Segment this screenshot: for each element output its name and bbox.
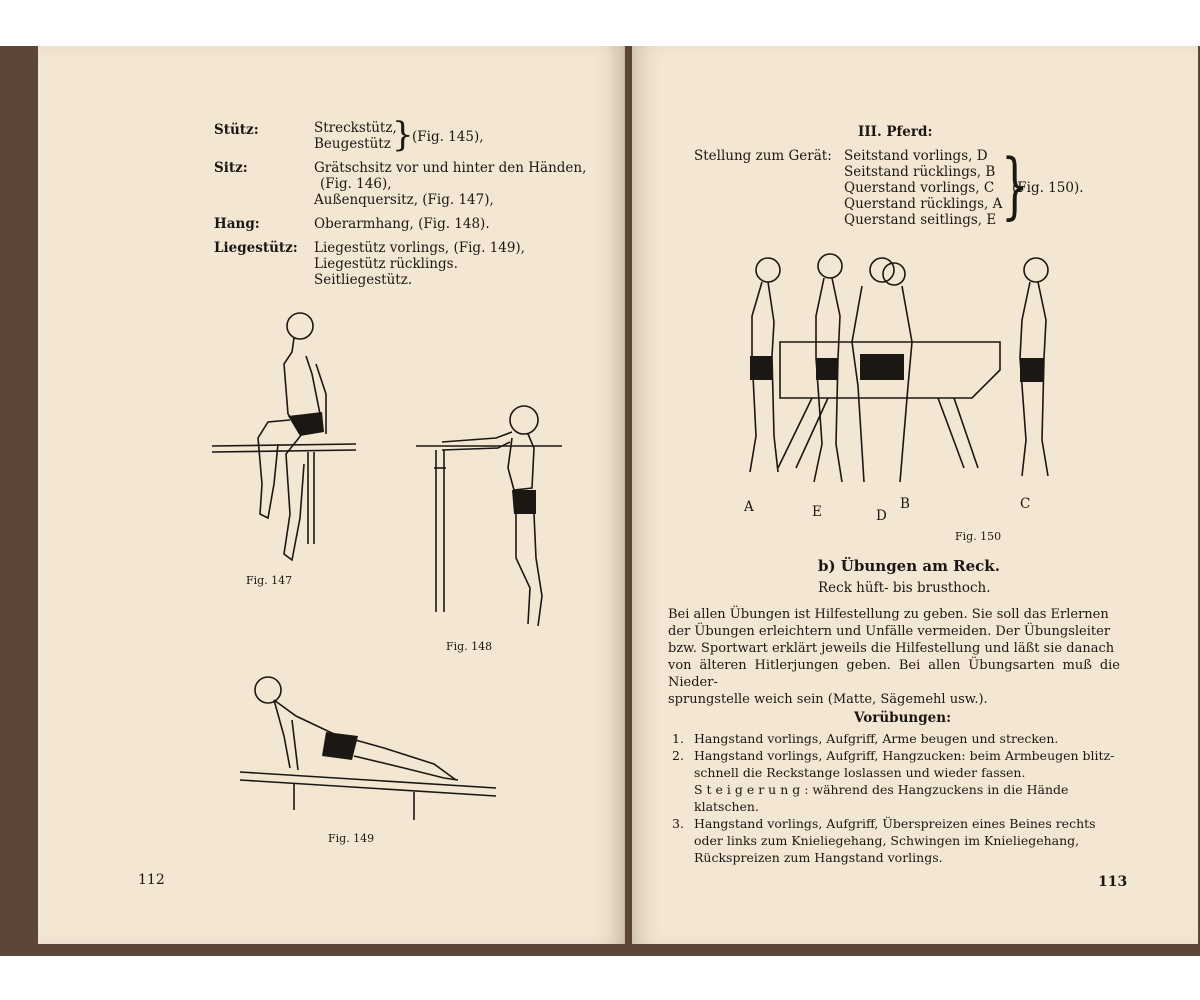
- term-stuetz: Stütz:: [214, 122, 259, 138]
- figure-148-illustration: [412, 398, 572, 638]
- def-line: Liegestütz rücklings.: [314, 256, 458, 272]
- figure-label-d: D: [876, 508, 887, 524]
- def-line: (Fig. 146),: [320, 176, 392, 192]
- exercise-item: [672, 730, 1122, 747]
- exercise-item: [672, 747, 1122, 815]
- exercise-number: 3.: [672, 816, 684, 831]
- paragraph-line: bzw. Sportwart erklärt jeweils die Hilfestellung und läßt sie danach: [668, 641, 1115, 656]
- def-line: Außenquersitz, (Fig. 147),: [314, 192, 494, 208]
- def-line: Liegestütz vorlings, (Fig. 149),: [314, 240, 525, 256]
- stellung-label: Stellung zum Gerät:: [694, 148, 832, 164]
- figure-label-e: E: [812, 504, 822, 520]
- exercise-number: 2.: [672, 748, 684, 763]
- figure-147-illustration: [208, 304, 358, 574]
- term-sitz: Sitz:: [214, 160, 248, 176]
- intro-paragraph: [668, 606, 1120, 708]
- figure-150-illustration: [732, 246, 1072, 526]
- figure-147-caption: Fig. 147: [246, 574, 293, 587]
- exercise-line: klatschen.: [694, 799, 759, 814]
- exercise-line: Rückspreizen zum Hangstand vorlings.: [694, 850, 943, 865]
- def-line: Streckstütz,: [314, 120, 397, 136]
- stellung-line: Querstand rücklings, A: [844, 196, 1003, 212]
- fig-ref: (Fig. 150).: [1012, 180, 1084, 196]
- def-line: Beugestütz: [314, 136, 391, 152]
- figure-148-caption: Fig. 148: [446, 640, 493, 653]
- page-number-left: 112: [138, 872, 165, 888]
- left-page: [38, 46, 625, 944]
- open-book: [0, 46, 1200, 956]
- figure-149-caption: Fig. 149: [328, 832, 375, 845]
- paragraph-line: sprungstelle weich sein (Matte, Sägemehl usw.).: [668, 692, 988, 707]
- brace: }: [1001, 143, 1029, 227]
- stellung-line: Seitstand vorlings, D: [844, 148, 988, 164]
- brace: }: [392, 115, 414, 155]
- exercise-number: 1.: [672, 731, 684, 746]
- paragraph-line: Bei allen Übungen ist Hilfestellung zu geben. Sie soll das Erlernen: [668, 607, 1109, 622]
- exercise-list: [672, 730, 1122, 866]
- paragraph-line: von älteren Hitlerjungen geben. Bei allen Übungsarten muß die Nieder-: [668, 658, 1120, 690]
- def-line: Seitliegestütz.: [314, 272, 413, 288]
- paragraph-line: der Übungen erleichtern und Unfälle vermeiden. Der Übungsleiter: [668, 624, 1111, 639]
- exercise-line: Hangstand vorlings, Aufgriff, Überspreizen eines Beines rechts: [694, 816, 1096, 831]
- term-hang: Hang:: [214, 216, 260, 232]
- exercise-line: oder links zum Knieliegehang, Schwingen im Knieliegehang,: [694, 833, 1080, 848]
- stellung-line: Seitstand rücklings, B: [844, 164, 996, 180]
- section-heading-pferd: III. Pferd:: [858, 124, 933, 140]
- term-liegestuetz: Liegestütz:: [214, 240, 298, 256]
- stellung-line: Querstand seitlings, E: [844, 212, 997, 228]
- figure-label-c: C: [1020, 496, 1031, 512]
- exercise-line: schnell die Reckstange loslassen und wieder fassen.: [694, 765, 1026, 780]
- stellung-line: Querstand vorlings, C: [844, 180, 995, 196]
- figure-label-b: B: [900, 496, 910, 512]
- fig-ref: (Fig. 145),: [412, 129, 484, 145]
- def-line: Oberarmhang, (Fig. 148).: [314, 216, 490, 232]
- figure-149-illustration: [234, 660, 504, 820]
- exercise-line: Hangstand vorlings, Aufgriff, Hangzucken: beim Armbeugen blitz-: [694, 748, 1115, 763]
- section-title: b) Übungen am Reck.: [818, 557, 1000, 575]
- section-subtitle: Reck hüft- bis brusthoch.: [818, 580, 991, 596]
- vorubungen-title: Vorübungen:: [854, 710, 952, 726]
- right-page: [632, 46, 1198, 944]
- exercise-line: Hangstand vorlings, Aufgriff, Arme beugen und strecken.: [694, 731, 1059, 746]
- def-line: Grätschsitz vor und hinter den Händen,: [314, 160, 587, 176]
- exercise-line: S t e i g e r u n g : während des Hangzuckens in die Hände: [694, 782, 1069, 797]
- figure-label-a: A: [744, 499, 754, 515]
- exercise-item: [672, 815, 1122, 866]
- figure-150-caption: Fig. 150: [955, 530, 1002, 543]
- page-number-right: 113: [1098, 874, 1128, 890]
